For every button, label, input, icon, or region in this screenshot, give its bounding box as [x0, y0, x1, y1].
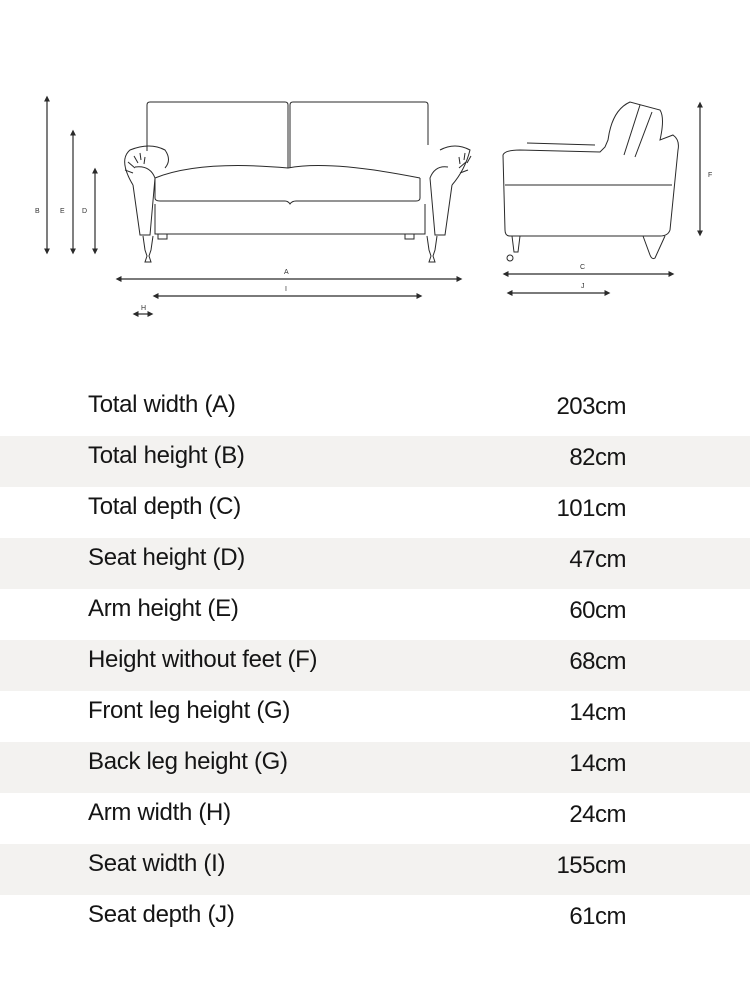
row-value: 82cm: [569, 444, 626, 471]
dim-label-i: I: [285, 286, 287, 293]
row-label: Front leg height (G): [88, 697, 291, 724]
row-label: Seat width (I): [88, 850, 226, 877]
row-value: 14cm: [569, 750, 626, 777]
row-value: 203cm: [556, 393, 626, 420]
table-row: [0, 385, 750, 436]
dim-label-h: H: [141, 305, 147, 312]
row-value: 61cm: [569, 903, 626, 930]
dim-label-a: A: [284, 269, 289, 276]
sofa-line-drawing: [0, 0, 750, 340]
dimensions-table: [0, 385, 750, 946]
table-row: [0, 691, 750, 742]
table-row: [0, 487, 750, 538]
row-label: Total depth (C): [88, 493, 241, 520]
row-label: Back leg height (G): [88, 748, 288, 775]
dim-label-f: F: [708, 172, 713, 179]
row-value: 101cm: [556, 495, 626, 522]
table-row: [0, 844, 750, 895]
row-value: 155cm: [556, 852, 626, 879]
row-label: Total height (B): [88, 442, 245, 469]
row-value: 14cm: [569, 699, 626, 726]
table-row: [0, 538, 750, 589]
table-row: [0, 589, 750, 640]
row-label: Arm height (E): [88, 595, 239, 622]
dim-label-b: B: [35, 208, 40, 215]
row-value: 68cm: [569, 648, 626, 675]
dim-label-j: J: [581, 283, 585, 290]
dim-label-e: E: [60, 208, 65, 215]
row-label: Seat height (D): [88, 544, 245, 571]
table-row: [0, 436, 750, 487]
row-value: 47cm: [569, 546, 626, 573]
dim-label-c: C: [580, 264, 586, 271]
row-label: Arm width (H): [88, 799, 231, 826]
row-value: 60cm: [569, 597, 626, 624]
row-value: 24cm: [569, 801, 626, 828]
row-label: Seat depth (J): [88, 901, 235, 928]
sofa-dimension-diagram: [0, 0, 750, 340]
dim-label-d: D: [82, 208, 88, 215]
table-row: [0, 895, 750, 946]
table-row: [0, 742, 750, 793]
table-row: [0, 640, 750, 691]
row-label: Height without feet (F): [88, 646, 318, 673]
table-row: [0, 793, 750, 844]
row-label: Total width (A): [88, 391, 236, 418]
